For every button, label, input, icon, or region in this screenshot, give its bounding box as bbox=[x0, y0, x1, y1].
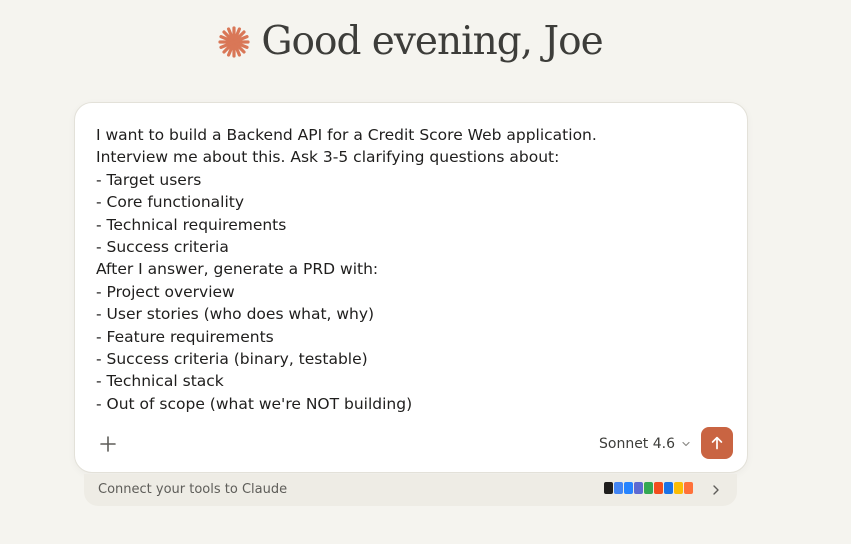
arrow-up-icon bbox=[710, 436, 724, 450]
add-attachment-button[interactable] bbox=[93, 429, 123, 459]
docs-icon bbox=[674, 482, 683, 494]
tool-icons-row bbox=[604, 482, 693, 494]
chevron-right-icon[interactable] bbox=[711, 484, 721, 496]
chrome-icon bbox=[614, 482, 623, 494]
model-label: Sonnet 4.6 bbox=[599, 436, 676, 452]
notion-icon bbox=[604, 482, 613, 494]
firefox-icon bbox=[684, 482, 693, 494]
greeting-title: Good evening, Joe bbox=[261, 19, 603, 64]
linear-icon bbox=[634, 482, 643, 494]
send-button[interactable] bbox=[701, 427, 733, 459]
prompt-input[interactable]: I want to build a Backend API for a Credit Score Web application. Interview me about this. Ask 3-5 clarifying questions about: - Target users - Core functionality - Technical requirements - Success criteria After I answer, generate a PRD with: - Project overview - User stories (who does what, why) - Feature requirements - Success criteria (binary, testable) - Technical stack - Out of scope (what we're NOT building) bbox=[96, 126, 597, 413]
connect-tools-banner[interactable] bbox=[84, 474, 737, 506]
chevron-down-icon bbox=[681, 439, 691, 449]
claude-spark-icon bbox=[217, 25, 251, 59]
connect-tools-label: Connect your tools to Claude bbox=[98, 482, 288, 497]
model-selector[interactable] bbox=[599, 432, 691, 456]
chat-composer bbox=[74, 102, 748, 473]
jira-icon bbox=[624, 482, 633, 494]
plus-icon bbox=[100, 436, 116, 452]
calendar-icon bbox=[664, 482, 673, 494]
figma-icon bbox=[654, 482, 663, 494]
greeting-header bbox=[0, 16, 820, 68]
drive-icon bbox=[644, 482, 653, 494]
